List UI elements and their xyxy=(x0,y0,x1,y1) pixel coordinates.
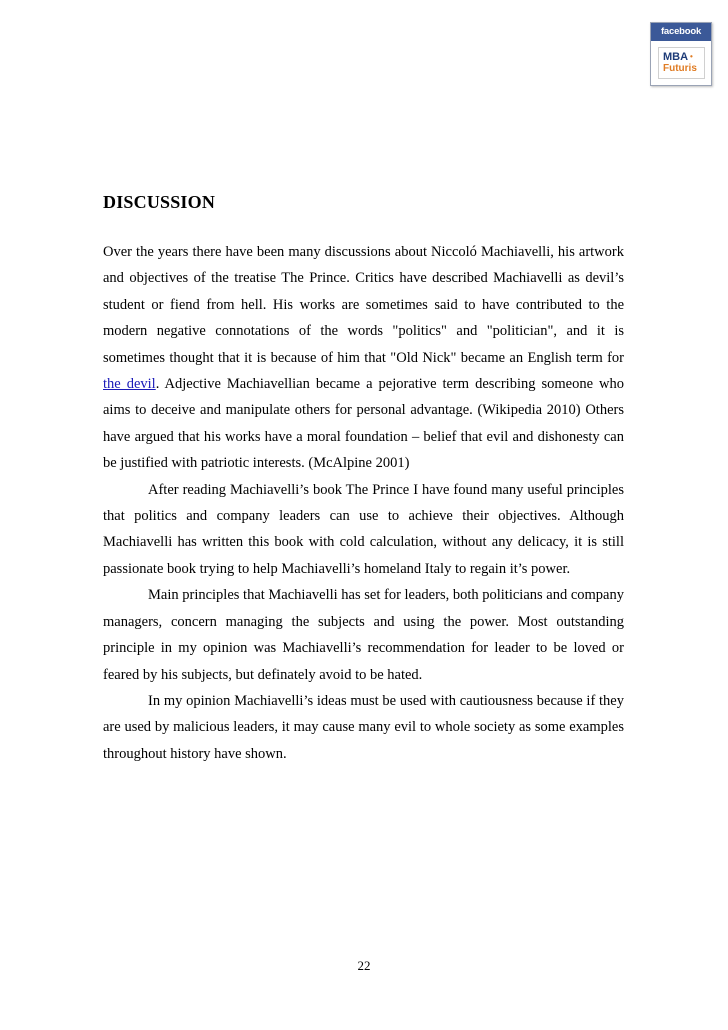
logo-dot-icon: • xyxy=(690,52,693,61)
logo-mba-text: MBA xyxy=(663,51,689,63)
logo-futuris-text: Futuris xyxy=(663,63,697,74)
paragraph-3: Main principles that Machiavelli has set for leaders, both politicians and company managers, concern managing the subjects and using the power. Most outstanding principle in my opinion was Machiavelli’s recommendation for leader to be loved or feared by his subjects, but definately avoid to be hated. xyxy=(103,587,624,683)
section-heading: DISCUSSION xyxy=(103,192,216,212)
paragraph-1-text-after-link: . Adjective Machiavellian became a pejorative term describing someone who aims to deceive and manipulate others for personal advantage. (Wikipedia 2010) Others have argued that his works have a moral foundation – belief that evil and dishonesty can be justified with patriotic interests. (McAlpine 2001) xyxy=(103,376,624,472)
paragraph-1 xyxy=(103,239,624,477)
the-devil-link[interactable]: the devil xyxy=(103,376,156,393)
facebook-label: facebook xyxy=(651,23,711,41)
paragraph-4: In my opinion Machiavelli’s ideas must be used with cautiousness because if they are used by malicious leaders, it may cause many evil to whole society as some examples throughout history have shown. xyxy=(103,692,624,762)
paragraph-1-text-before-link: Over the years there have been many discussions about Niccoló Machiavelli, his artwork and objectives of the treatise The Prince. Critics have described Machiavelli as devil’s student or fiend from hell. His works are sometimes said to have contributed to the modern negative connotations of the words "politics" and "politician", and it is sometimes thought that it is because of him that "Old Nick" became an English term for xyxy=(103,244,624,366)
page-number: 22 xyxy=(357,958,371,973)
mba-futuris-logo xyxy=(658,47,705,79)
paragraph-2: After reading Machiavelli’s book The Prince I have found many useful principles that politics and company leaders can use to achieve their objectives. Although Machiavelli has written this book with cold calculation, without any delicacy, it is still passionate book trying to help Machiavelli’s homeland Italy to regain it’s power. xyxy=(103,481,624,577)
facebook-badge[interactable] xyxy=(650,22,712,86)
discussion-body xyxy=(103,239,624,767)
